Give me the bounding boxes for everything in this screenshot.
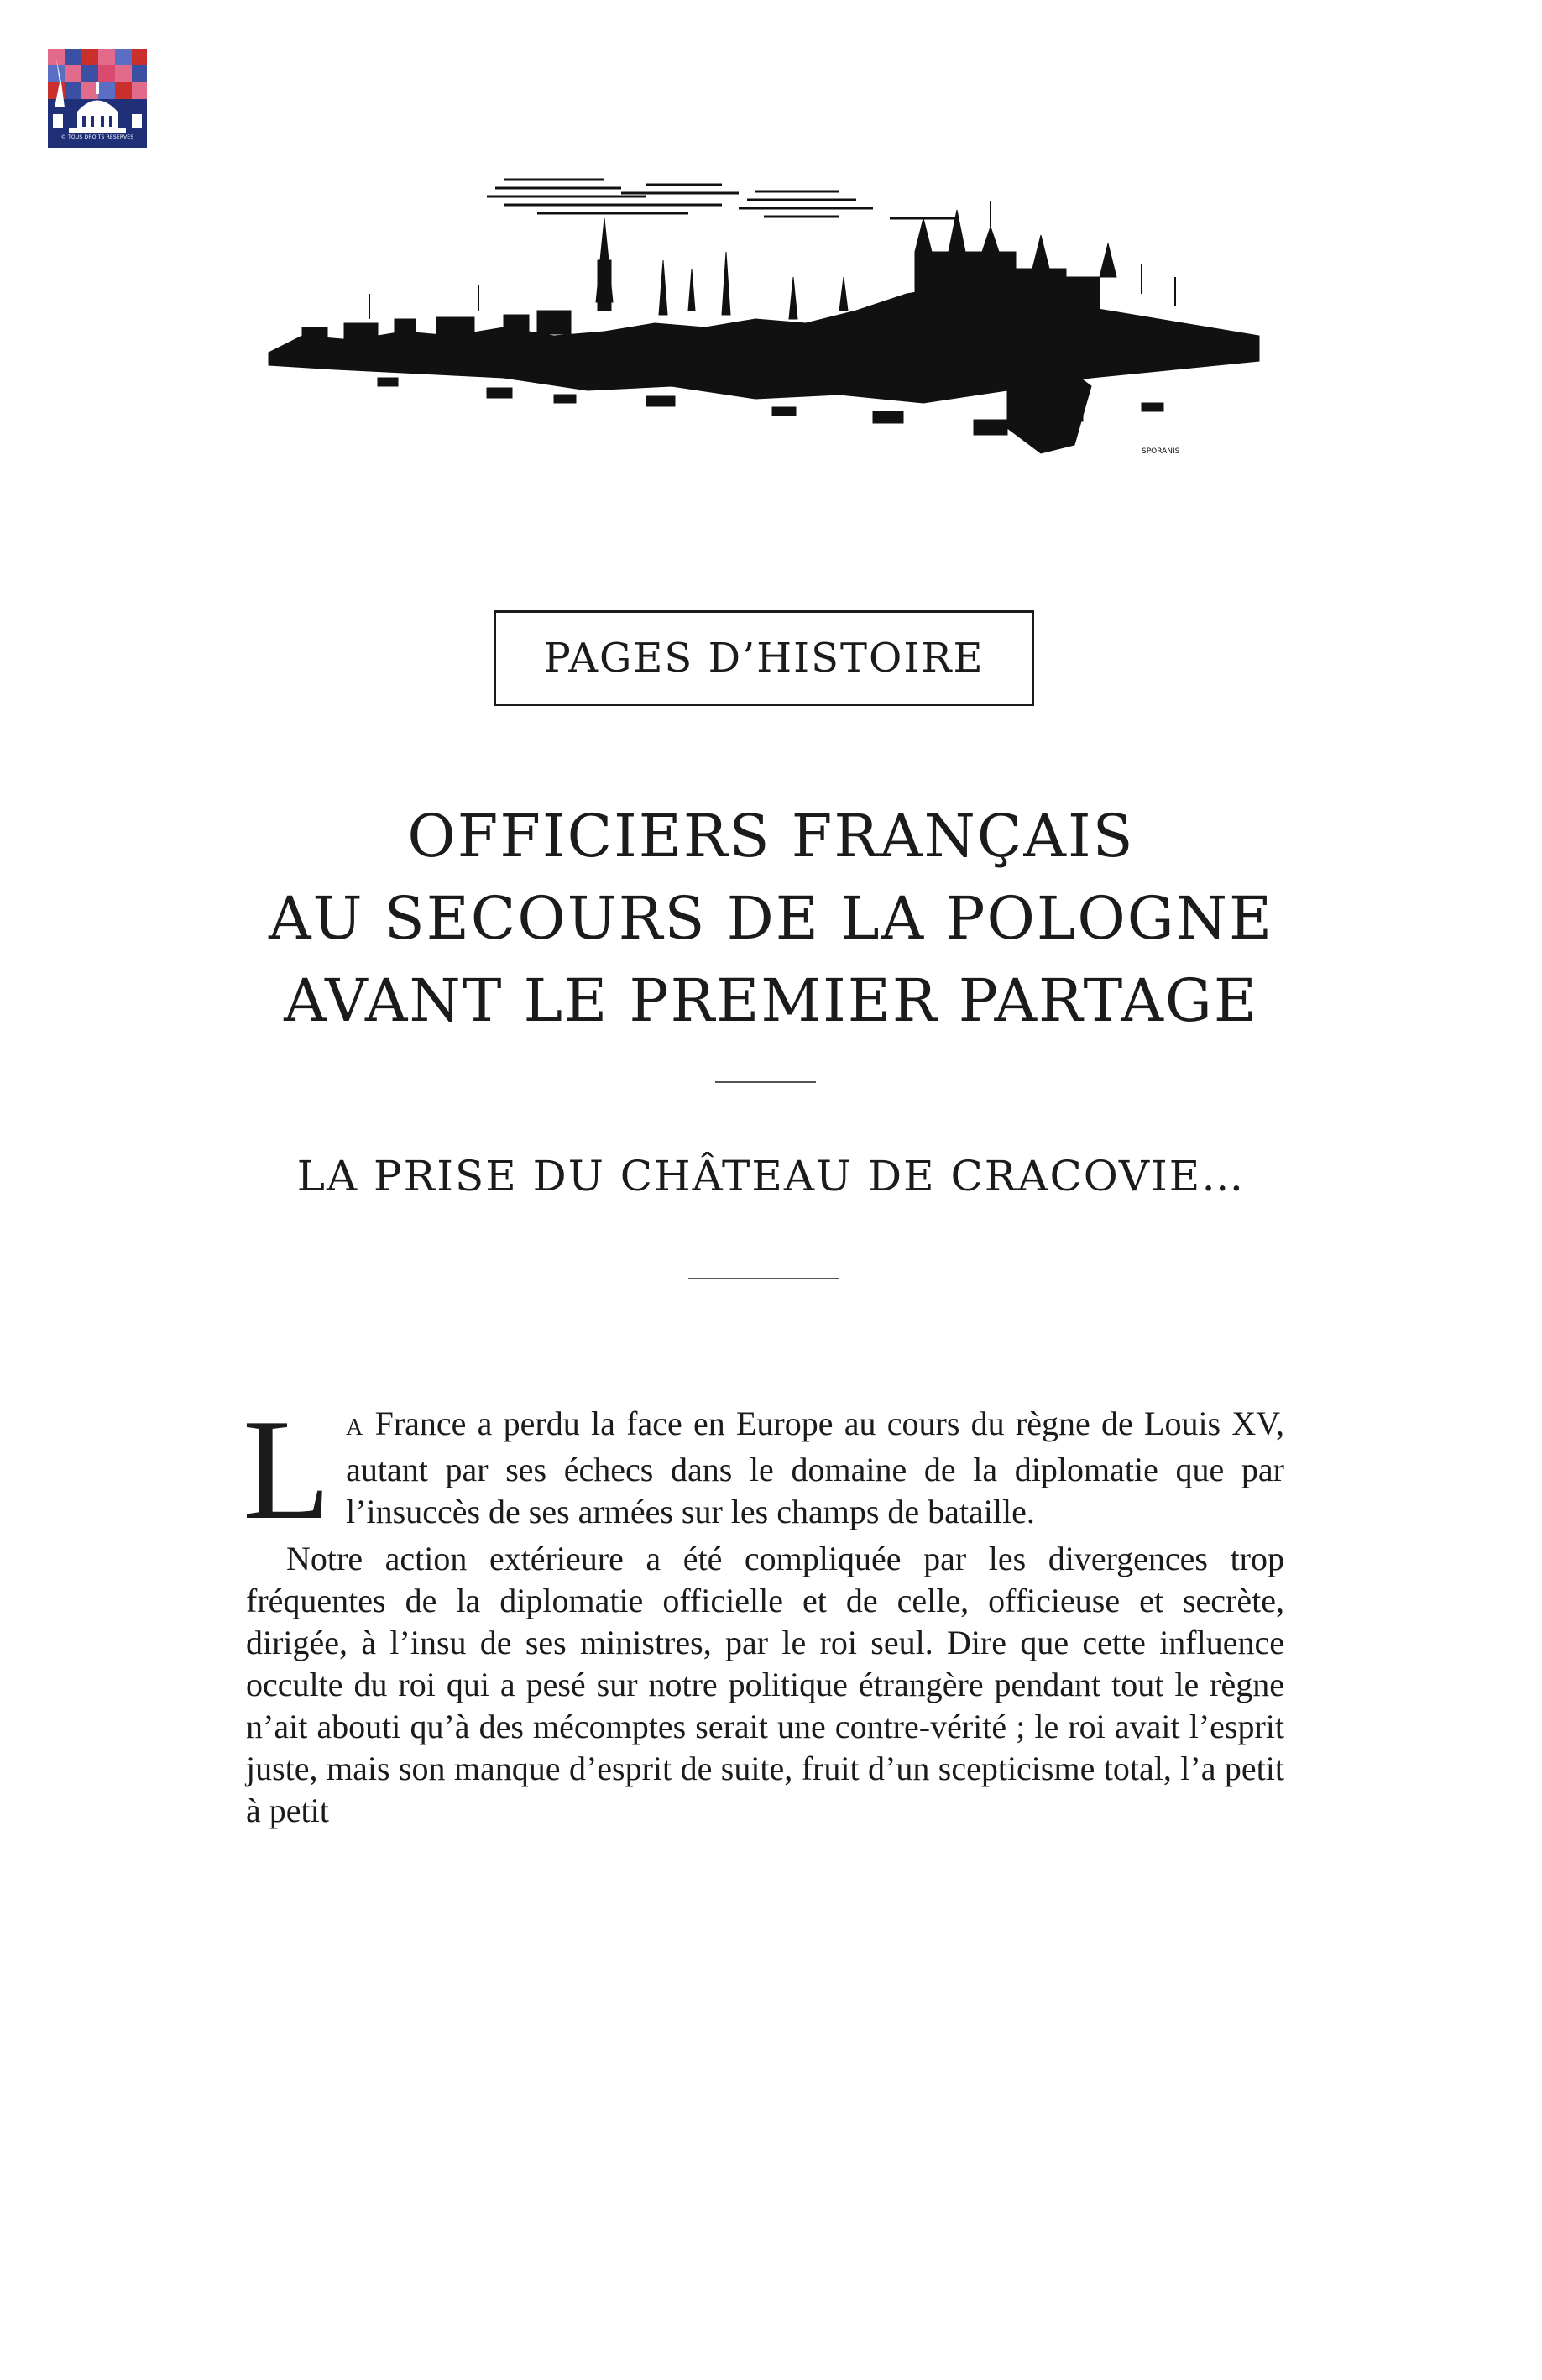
drop-cap-continuation: A (346, 1415, 364, 1441)
subtitle-divider (688, 1278, 839, 1279)
article-body (243, 1390, 1284, 1837)
article-title-line-2: AU SECOURS DE LA POLOGNE (268, 884, 1274, 953)
logo-caption: © TOUS DROITS RÉSERVÉS (60, 134, 134, 140)
building-dome-logo-icon (48, 49, 147, 148)
article-title-line-1: OFFICIERS FRANÇAIS (407, 802, 1135, 871)
title-divider (715, 1081, 816, 1083)
article-subtitle: LA PRISE DU CHÂTEAU DE CRACOVIE… (296, 1152, 1246, 1200)
article-paragraph-1 (243, 1390, 1284, 1550)
city-skyline-engraving (252, 168, 1272, 483)
article-paragraph-2: Notre action extérieure a été compliquée par les divergences trop fréquentes de la diplomatie officielle et de celle, officieuse et secrète, dirigée, à l’insu de ses ministres, par le roi seul. Dire que cette influence occulte du roi qui a pesé sur notre politique étrangère pendant tout le règne n’ait abouti qu’à des mécomptes serait une contre-vérité ; le roi avait l’esprit juste, mais son manque d’esprit de suite, fruit d’un scepticisme total, l’a petit à petit (246, 1540, 1284, 1829)
paragraph-1-text: France a perdu la face en Europe au cours du règne de Louis XV, autant par ses échecs dans le domaine de la diplomatie que par l’insuccès de ses armées sur les champs de bataille. (346, 1404, 1284, 1530)
section-rubric (494, 610, 1034, 706)
section-rubric-label: PAGES D’HISTOIRE (543, 635, 985, 682)
drop-cap: L (243, 1390, 332, 1550)
article-title-line-3: AVANT LE PREMIER PARTAGE (284, 966, 1258, 1035)
publisher-logo (48, 49, 147, 148)
city-skyline-engraving-icon (252, 168, 1272, 483)
engraving-signature: SPORANIS (1142, 447, 1180, 456)
